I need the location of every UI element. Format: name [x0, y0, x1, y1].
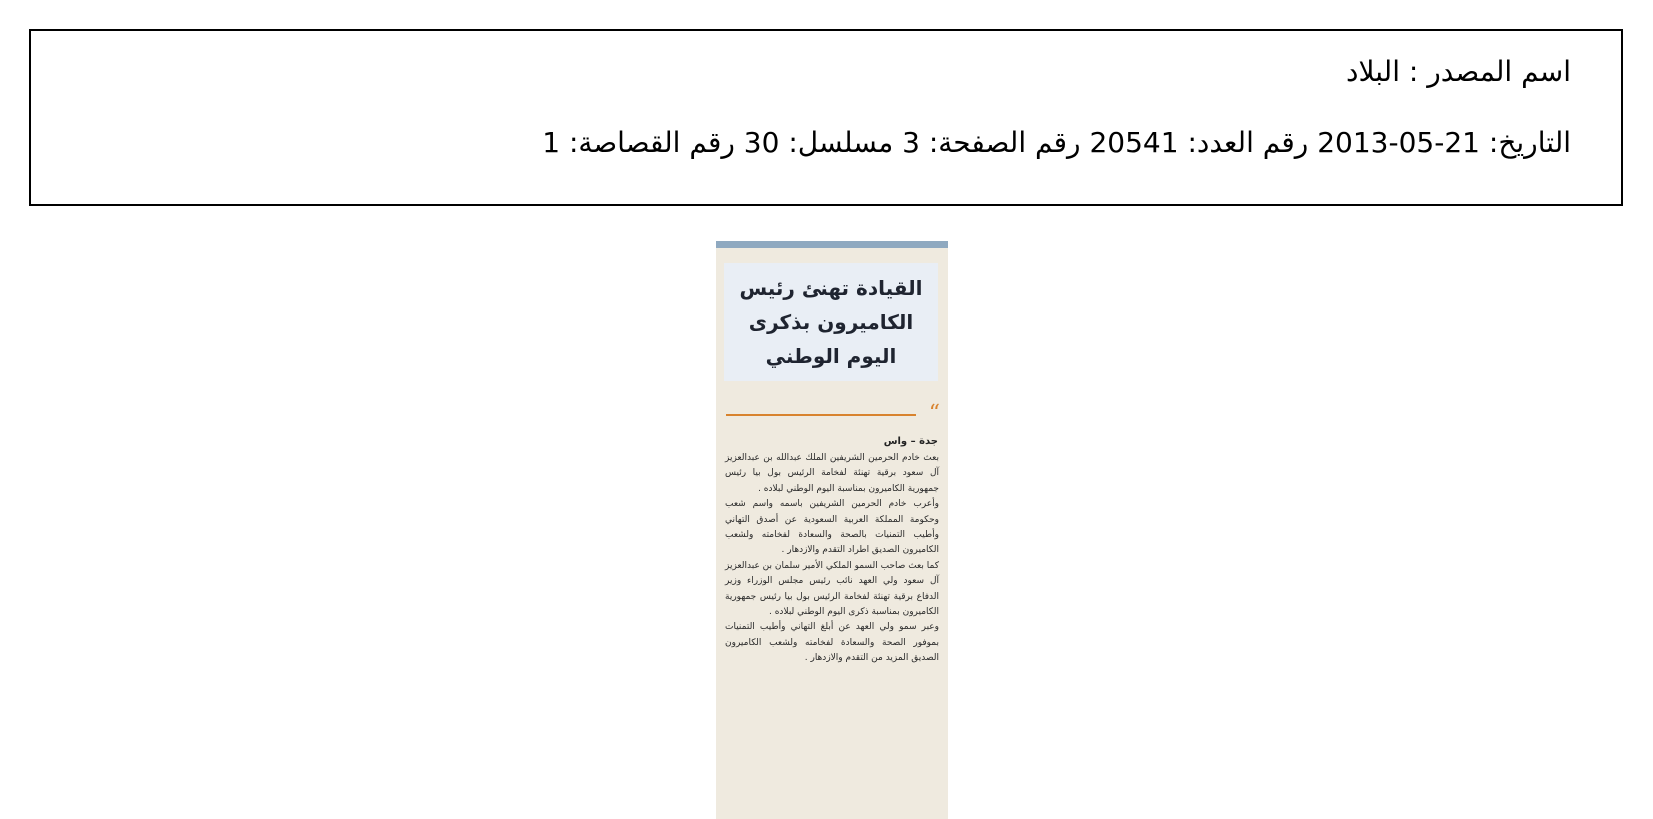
source-line: اسم المصدر : البلاد: [1346, 55, 1571, 88]
body-paragraph: كما بعث صاحب السمو الملكي الأمير سلمان بن عبدالعزيز آل سعود ولي العهد نائب رئيس مجلس الوزراء وزير الدفاع برقية تهنئة لفخامة الرئيس بول بيا رئيس جمهورية الكاميرون بمناسبة ذكرى اليوم الوطني لبلاده .: [724, 560, 939, 618]
body-paragraph: وعبر سمو ولي العهد عن أبلغ التهاني وأطيب التمنيات بموفور الصحة والسعادة لفخامته ولشعب الكاميرون الصديق المزيد من التقدم والازدهار .: [725, 622, 939, 664]
body-paragraph: وأعرب خادم الحرمين الشريفين باسمه واسم شعب وحكومة المملكة العربية السعودية عن أصدق التهاني وأطيب التمنيات بالصحة والسعادة لفخامته ولشعب الكاميرون الصديق اطراد التقدم والازدهار .: [725, 499, 939, 556]
clipping-body: [725, 451, 939, 667]
details-line: التاريخ: 21-05-2013 رقم العدد: 20541 رقم الصفحة: 3 مسلسل: 30 رقم القصاصة: 1: [542, 126, 1571, 159]
headline-box: [724, 263, 938, 381]
newspaper-clipping: [716, 241, 948, 819]
body-paragraph: بعث خادم الحرمين الشريفين الملك عبدالله بن عبدالعزيز آل سعود برقية تهنئة لفخامة الرئيس بول بيا رئيس جمهورية الكاميرون بمناسبة اليوم الوطني لبلاده .: [725, 453, 939, 494]
orange-divider: [726, 414, 916, 416]
clipping-dateline: جدة – واس: [883, 436, 938, 447]
metadata-box: [29, 29, 1623, 206]
quote-mark-icon: “: [928, 401, 940, 426]
clipping-top-bar: [716, 241, 948, 248]
clipping-headline: القيادة تهنئ رئيس الكاميرون بذكرى اليوم الوطني: [739, 276, 923, 368]
